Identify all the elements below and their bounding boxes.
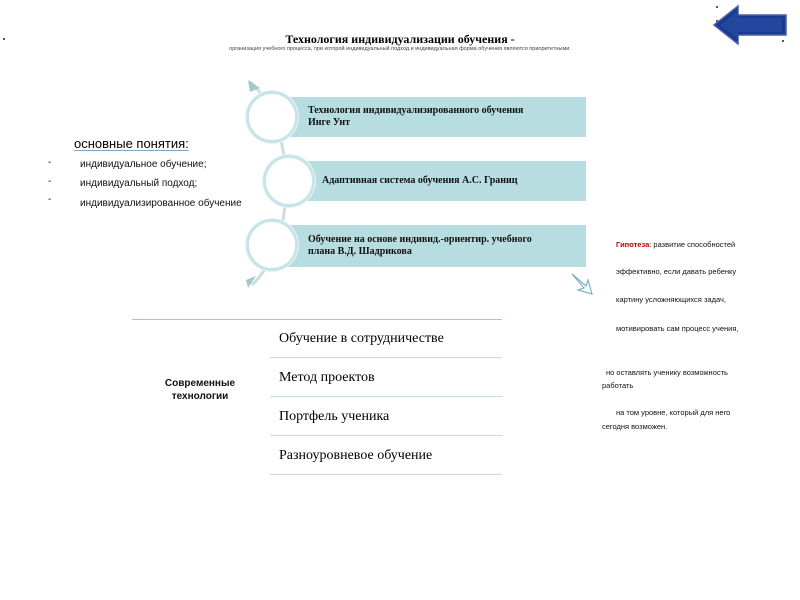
hypothesis-line: : развитие способностей [649, 240, 736, 249]
hypothesis-line: на том уровне, который для него [616, 408, 731, 417]
modern-technology-row: Обучение в сотрудничестве [270, 320, 502, 358]
hypothesis-label: Гипотеза [616, 240, 650, 249]
page-subtitle: организация учебного процесса, при которой индивидуальный подход и индивидуальная форма обучения являются приоритетными. [229, 46, 571, 52]
technology-band-3 [272, 225, 586, 267]
modern-technology-row: Разноуровневое обучение [270, 437, 502, 475]
modern-technologies-label [150, 377, 250, 403]
hypothesis-line: но оставлять ученику возможность [606, 368, 728, 377]
technology-label: Обучение на основе индивид.-ориентир. учебного [308, 234, 532, 245]
hypothesis-line: эффективно, если давать ребенку [616, 267, 737, 276]
modern-label-line: Современные [164, 378, 236, 389]
decorative-dot [3, 38, 5, 40]
concept-item: индивидуализированное обучение [80, 198, 242, 209]
bullet-marker: - [48, 157, 52, 168]
technology-label: плана В.Д. Шадрикова [308, 246, 412, 257]
hypothesis-line: мотивировать сам процесс учения, [616, 324, 739, 333]
concept-item: индивидуальный подход; [80, 178, 198, 189]
hypothesis-line: картину усложняющихся задач, [616, 295, 726, 304]
left-arrow-icon [714, 6, 786, 44]
technology-circle [246, 219, 298, 271]
pointer-arrow-icon [570, 272, 596, 298]
technology-band-1 [272, 97, 586, 137]
technology-circle [263, 155, 315, 207]
modern-technology-row: Метод проектов [270, 359, 502, 397]
technology-circle [246, 91, 298, 143]
technology-band-2 [290, 161, 586, 201]
concept-item: индивидуальное обучение; [80, 159, 207, 170]
bullet-marker: - [48, 194, 52, 205]
technology-label: Технология индивидуализированного обучения [308, 105, 524, 116]
back-button[interactable] [712, 4, 788, 46]
hypothesis-line: сегодня возможен. [602, 422, 668, 431]
page-title: Технология индивидуализации обучения - [285, 32, 515, 46]
bullet-marker: - [48, 176, 52, 187]
technology-label: Инге Унт [308, 117, 351, 128]
modern-technology-row: Портфель ученика [270, 398, 502, 436]
technology-label: Адаптивная система обучения А.С. Границ [322, 175, 518, 186]
hypothesis-line: работать [602, 381, 634, 390]
concepts-heading: основные понятия: [74, 136, 189, 151]
modern-label-line: технологии [171, 391, 229, 402]
